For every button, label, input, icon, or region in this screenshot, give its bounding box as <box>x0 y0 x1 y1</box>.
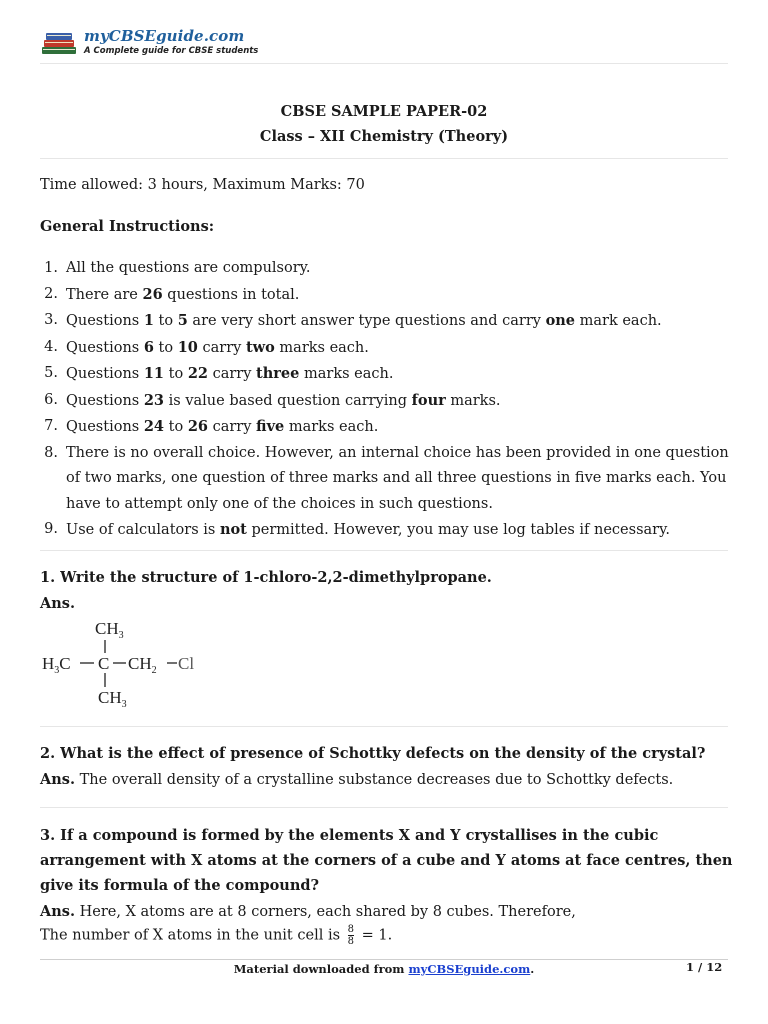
instruction-text: 11 <box>143 365 165 382</box>
answer-3-line-1 <box>40 903 576 920</box>
footer-suffix: . <box>530 962 535 976</box>
instruction-text: Questions <box>66 339 144 356</box>
footer-divider <box>40 959 728 960</box>
question-1: 1. Write the structure of 1-chloro-2,2-dimethylpropane. <box>40 569 492 586</box>
question-2: 2. What is the effect of presence of Schottky defects on the density of the crystal? <box>40 745 706 762</box>
logo-name: myCBSEguide.com <box>84 27 245 45</box>
question-3-line-3: give its formula of the compound? <box>40 877 319 894</box>
fraction-denominator: 8 <box>347 936 355 947</box>
footer <box>0 962 768 976</box>
page-number: 1 / 12 <box>686 960 723 974</box>
instruction-number: 5. <box>44 365 58 381</box>
instruction-text: marks each. <box>284 419 379 435</box>
header-divider <box>40 63 728 64</box>
instruction-item <box>40 308 740 335</box>
instruction-text: is value based question carrying <box>164 392 412 409</box>
instruction-text: 26 <box>142 285 163 303</box>
answer-3-line-2-suffix: = 1. <box>357 927 393 944</box>
section-divider <box>40 550 728 551</box>
footer-prefix: Material downloaded from <box>233 962 409 976</box>
instruction-text: to <box>164 419 188 435</box>
logo-tagline: A Complete guide for CBSE students <box>84 46 259 56</box>
instruction-item <box>40 441 740 518</box>
instruction-text: 1 <box>143 312 154 329</box>
instruction-text: carry <box>208 366 257 382</box>
structure-chlorine: Cl <box>178 654 195 673</box>
instruction-text: 5 <box>177 312 188 329</box>
instruction-text: marks each. <box>299 366 394 382</box>
instruction-text: five <box>256 418 285 435</box>
instruction-number: 4. <box>44 338 58 355</box>
instruction-text: three <box>256 365 300 382</box>
question-3-line-1: 3. If a compound is formed by the elements X and Y crystallises in the cubic <box>40 827 659 844</box>
instruction-text: marks each. <box>274 339 369 356</box>
instruction-item <box>40 388 740 415</box>
instruction-number: 6. <box>44 391 58 408</box>
instruction-text: to <box>153 339 178 356</box>
instruction-item <box>40 256 740 282</box>
answer-3-text: Here, X atoms are at 8 corners, each shared by 8 cubes. Therefore, <box>75 904 576 920</box>
instruction-text: All the questions are compulsory. <box>66 260 311 276</box>
instruction-text: marks. <box>445 392 501 409</box>
title-divider <box>40 158 728 159</box>
instruction-text: not <box>219 521 247 538</box>
instruction-number: 9. <box>44 521 58 537</box>
instruction-text: 23 <box>143 391 165 409</box>
instruction-item <box>40 335 740 362</box>
instruction-text: to <box>153 313 178 329</box>
instruction-text: are very short answer type questions and carry <box>187 313 546 329</box>
instruction-item <box>40 414 740 441</box>
books-logo-icon <box>40 29 80 57</box>
instruction-text: Use of calculators is <box>66 522 220 538</box>
answer-3-line-2-prefix: The number of X atoms in the unit cell is <box>40 927 345 944</box>
instruction-text: Questions <box>66 419 144 435</box>
instruction-text: There are <box>66 286 143 303</box>
instruction-item <box>40 361 740 388</box>
structure-right-group: $CH_2$ <box>128 654 157 676</box>
instruction-text: Questions <box>66 313 144 329</box>
instruction-number: 8. <box>44 444 58 461</box>
instruction-text: two <box>245 338 275 356</box>
section-divider <box>40 726 728 727</box>
instruction-text: four <box>411 391 446 409</box>
instruction-text: carry <box>208 419 257 435</box>
instruction-item <box>40 517 740 544</box>
answer-label-3: Ans. <box>40 903 76 920</box>
instruction-text: permitted. However, you may use log tables if necessary. <box>246 522 670 538</box>
instruction-text: There is no overall choice. However, an internal choice has been provided in one question of two marks, one question of three marks and all three questions in five marks each. You have to attempt only one of the choices in such questions. <box>66 444 729 512</box>
question-3-line-2: arrangement with X atoms at the corners of a cube and Y atoms at face centres, then <box>40 852 733 869</box>
instruction-text: to <box>164 366 188 382</box>
answer-label-1: Ans. <box>40 595 76 612</box>
instruction-text: questions in total. <box>162 286 300 303</box>
structure-left-group: $H_3C$ <box>42 654 71 676</box>
instruction-text: Questions <box>66 392 144 409</box>
instruction-number: 2. <box>44 285 58 302</box>
answer-2 <box>40 771 673 788</box>
chemical-structure-diagram <box>40 615 210 711</box>
instruction-text: mark each. <box>575 313 662 329</box>
structure-top-group: $CH_3$ <box>95 619 124 641</box>
instruction-number: 3. <box>44 312 58 328</box>
instruction-text: 6 <box>143 338 154 356</box>
answer-3-line-2 <box>40 924 392 947</box>
instruction-text: 10 <box>177 338 198 356</box>
time-and-marks: Time allowed: 3 hours, Maximum Marks: 70 <box>40 177 365 193</box>
answer-2-text: The overall density of a crystalline substance decreases due to Schottky defects. <box>75 772 674 788</box>
instructions-list <box>40 256 740 544</box>
instruction-number: 1. <box>44 260 58 276</box>
instruction-item <box>40 282 740 309</box>
instruction-text: one <box>545 312 576 329</box>
answer-label-2: Ans. <box>40 771 76 788</box>
instruction-text: 24 <box>143 418 165 435</box>
instruction-text: 22 <box>187 365 208 382</box>
section-divider <box>40 807 728 808</box>
instruction-number: 7. <box>44 418 58 434</box>
footer-link[interactable]: myCBSEguide.com <box>408 962 531 976</box>
paper-subtitle: Class – XII Chemistry (Theory) <box>259 128 509 145</box>
structure-bottom-group: $CH_3$ <box>98 688 127 710</box>
fraction <box>348 924 354 947</box>
fraction-numerator: 8 <box>347 924 355 935</box>
instruction-text: Questions <box>66 366 144 382</box>
instruction-text: 26 <box>187 418 208 435</box>
general-instructions-heading: General Instructions: <box>40 218 215 235</box>
structure-center-carbon: C <box>98 654 110 673</box>
paper-title: CBSE SAMPLE PAPER-02 <box>280 103 488 120</box>
site-logo <box>40 26 260 60</box>
instruction-text: carry <box>197 339 246 356</box>
